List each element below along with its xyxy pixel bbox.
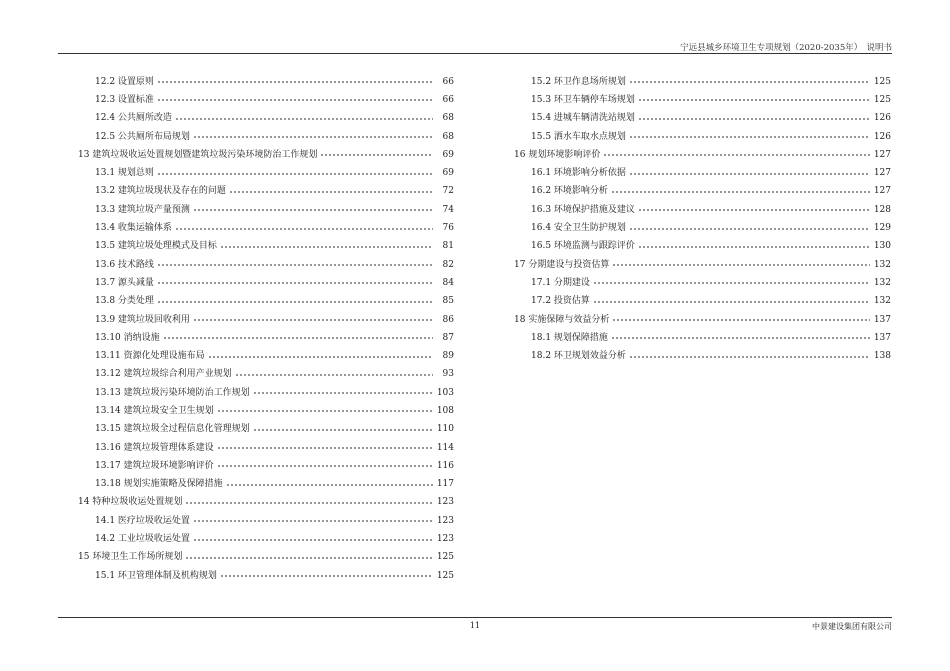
toc-entry[interactable] bbox=[514, 238, 891, 256]
toc-entry-page: 85 bbox=[442, 296, 454, 307]
toc-entry-title: 13 建筑垃圾收运处置规划暨建筑垃圾污染环境防治工作规划 bbox=[78, 149, 318, 160]
toc-entry-title: 15.4 进城车辆清洗站规划 bbox=[531, 113, 635, 124]
toc-leader-dots bbox=[629, 136, 870, 138]
toc-entry[interactable] bbox=[514, 311, 891, 329]
toc-entry-page: 110 bbox=[436, 424, 454, 435]
toc-entry[interactable] bbox=[514, 164, 891, 182]
toc-entry-title: 14.2 工业垃圾收运处置 bbox=[95, 534, 190, 545]
toc-entry-title: 13.9 建筑垃圾回收利用 bbox=[95, 314, 190, 325]
toc-entry[interactable] bbox=[78, 421, 454, 439]
toc-entry-title: 15.5 洒水车取水点规划 bbox=[531, 131, 626, 142]
toc-leader-dots bbox=[157, 99, 433, 101]
toc-leader-dots bbox=[193, 209, 433, 211]
toc-entry[interactable] bbox=[514, 146, 891, 164]
toc-entry-title: 13.1 规划总则 bbox=[95, 168, 154, 179]
toc-entry-title: 14.1 医疗垃圾收运处置 bbox=[95, 515, 190, 526]
toc-leader-dots bbox=[175, 118, 433, 120]
toc-entry-page: 127 bbox=[873, 186, 891, 197]
toc-entry[interactable] bbox=[78, 293, 454, 311]
toc-entry[interactable] bbox=[514, 274, 891, 292]
toc-entry-title: 13.12 建筑垃圾综合利用产业规划 bbox=[95, 369, 232, 380]
toc-entry[interactable] bbox=[514, 347, 891, 365]
toc-entry-page: 126 bbox=[873, 131, 891, 142]
toc-entry-page: 89 bbox=[442, 351, 454, 362]
toc-entry-title: 16.3 环境保护措施及建议 bbox=[531, 204, 635, 215]
toc-entry-title: 13.13 建筑垃圾污染环境防治工作规划 bbox=[95, 387, 250, 398]
toc-entry-title: 17.1 分期建设 bbox=[531, 277, 590, 288]
toc-entry[interactable] bbox=[78, 274, 454, 292]
toc-entry-page: 126 bbox=[873, 113, 891, 124]
toc-entry-page: 68 bbox=[442, 131, 454, 142]
toc-leader-dots bbox=[253, 429, 433, 431]
toc-entry-page: 68 bbox=[442, 113, 454, 124]
toc-leader-dots bbox=[638, 246, 870, 248]
toc-entry[interactable] bbox=[78, 567, 454, 585]
toc-leader-dots bbox=[163, 337, 433, 339]
toc-entry-page: 84 bbox=[442, 277, 454, 288]
toc-entry[interactable] bbox=[514, 110, 891, 128]
toc-entry-title: 13.6 技术路线 bbox=[95, 259, 154, 270]
toc-leader-dots bbox=[208, 356, 433, 358]
toc-entry[interactable] bbox=[514, 329, 891, 347]
toc-entry-title: 16.5 环境监测与跟踪评价 bbox=[531, 241, 635, 252]
toc-leader-dots bbox=[612, 264, 870, 266]
toc-leader-dots bbox=[157, 81, 433, 83]
toc-leader-dots bbox=[220, 575, 433, 577]
toc-entry[interactable] bbox=[78, 311, 454, 329]
toc-leader-dots bbox=[629, 81, 870, 83]
toc-entry-page: 123 bbox=[436, 534, 454, 545]
toc-entry-title: 15.3 环卫车辆停车场规划 bbox=[531, 94, 635, 105]
toc-entry[interactable] bbox=[78, 494, 454, 512]
toc-leader-dots bbox=[185, 557, 433, 559]
toc-entry[interactable] bbox=[514, 183, 891, 201]
document-header-title: 宁远县城乡环境卫生专项规划（2020-2035年） 说明书 bbox=[680, 43, 892, 53]
toc-leader-dots bbox=[611, 337, 870, 339]
toc-entry-page: 117 bbox=[436, 479, 454, 490]
toc-entry-title: 13.8 分类处理 bbox=[95, 296, 154, 307]
toc-entry[interactable] bbox=[78, 183, 454, 201]
toc-leader-dots bbox=[226, 484, 433, 486]
toc-leader-dots bbox=[320, 154, 433, 156]
toc-entry-page: 127 bbox=[873, 168, 891, 179]
toc-entry[interactable] bbox=[78, 439, 454, 457]
toc-entry-page: 129 bbox=[873, 223, 891, 234]
toc-entry-title: 18.1 规划保障措施 bbox=[531, 332, 608, 343]
toc-entry-title: 16 规划环境影响评价 bbox=[514, 149, 601, 160]
toc-entry-page: 128 bbox=[873, 204, 891, 215]
toc-entry[interactable] bbox=[78, 476, 454, 494]
toc-entry[interactable] bbox=[514, 73, 891, 91]
toc-entry-title: 13.3 建筑垃圾产量预测 bbox=[95, 204, 190, 215]
toc-leader-dots bbox=[217, 447, 433, 449]
toc-entry[interactable] bbox=[78, 73, 454, 91]
toc-entry-title: 16.4 安全卫生防护规划 bbox=[531, 223, 626, 234]
toc-entry[interactable] bbox=[78, 366, 454, 384]
toc-entry-page: 123 bbox=[436, 515, 454, 526]
toc-entry-page: 66 bbox=[442, 76, 454, 87]
toc-leader-dots bbox=[229, 191, 433, 193]
toc-entry[interactable] bbox=[514, 128, 891, 146]
toc-entry-page: 74 bbox=[442, 204, 454, 215]
toc-leader-dots bbox=[217, 410, 433, 412]
toc-leader-dots bbox=[629, 228, 870, 230]
toc-entry-title: 13.18 规划实施策略及保障措施 bbox=[95, 479, 223, 490]
toc-entry-page: 87 bbox=[442, 332, 454, 343]
toc-entry-page: 137 bbox=[873, 314, 891, 325]
toc-entry-title: 15 环境卫生工作场所规划 bbox=[78, 552, 183, 563]
toc-entry-page: 116 bbox=[436, 460, 454, 471]
toc-entry[interactable] bbox=[78, 201, 454, 219]
toc-entry[interactable] bbox=[78, 512, 454, 530]
toc-leader-dots bbox=[603, 154, 870, 156]
toc-entry-title: 12.5 公共厕所布局规划 bbox=[95, 131, 190, 142]
toc-leader-dots bbox=[235, 374, 433, 376]
toc-entry-title: 16.1 环境影响分析依据 bbox=[531, 168, 626, 179]
toc-entry-title: 13.2 建筑垃圾现状及存在的问题 bbox=[95, 186, 226, 197]
toc-entry-page: 114 bbox=[436, 442, 454, 453]
toc-entry-page: 72 bbox=[442, 186, 454, 197]
toc-leader-dots bbox=[185, 502, 433, 504]
toc-leader-dots bbox=[638, 118, 870, 120]
toc-entry-title: 17 分期建设与投资估算 bbox=[514, 259, 610, 270]
toc-entry-title: 14 特种垃圾收运处置规划 bbox=[78, 497, 183, 508]
toc-entry-title: 13.11 资源化处理设施布局 bbox=[95, 351, 205, 362]
toc-entry-page: 76 bbox=[442, 223, 454, 234]
toc-entry-title: 12.3 设置标准 bbox=[95, 94, 154, 105]
toc-leader-dots bbox=[175, 228, 433, 230]
toc-leader-dots bbox=[611, 191, 870, 193]
toc-leader-dots bbox=[193, 520, 433, 522]
toc-leader-dots bbox=[253, 392, 433, 394]
toc-entry[interactable] bbox=[78, 164, 454, 182]
toc-entry[interactable] bbox=[514, 91, 891, 109]
toc-entry[interactable] bbox=[78, 146, 454, 164]
toc-entry-page: 103 bbox=[436, 387, 454, 398]
toc-entry-page: 86 bbox=[442, 314, 454, 325]
toc-entry-title: 13.14 建筑垃圾安全卫生规划 bbox=[95, 405, 214, 416]
toc-leader-dots bbox=[157, 173, 433, 175]
toc-leader-dots bbox=[193, 319, 433, 321]
toc-entry-title: 18.2 环卫规划效益分析 bbox=[531, 351, 626, 362]
toc-leader-dots bbox=[629, 356, 870, 358]
toc-entry[interactable] bbox=[78, 110, 454, 128]
toc-entry[interactable] bbox=[514, 201, 891, 219]
header-divider bbox=[58, 53, 892, 54]
toc-entry-title: 13.17 建筑垃圾环境影响评价 bbox=[95, 460, 214, 471]
toc-entry-page: 66 bbox=[442, 94, 454, 105]
toc-leader-dots bbox=[193, 136, 433, 138]
toc-entry-page: 125 bbox=[436, 570, 454, 581]
toc-leader-dots bbox=[220, 246, 433, 248]
toc-entry-title: 13.7 源头减量 bbox=[95, 277, 154, 288]
toc-entry[interactable] bbox=[78, 530, 454, 548]
toc-leader-dots bbox=[593, 301, 870, 303]
toc-entry-title: 13.5 建筑垃圾处理模式及目标 bbox=[95, 241, 217, 252]
toc-entry-page: 125 bbox=[873, 76, 891, 87]
toc-leader-dots bbox=[157, 301, 433, 303]
toc-entry[interactable] bbox=[78, 219, 454, 237]
toc-entry-page: 132 bbox=[873, 296, 891, 307]
toc-entry[interactable] bbox=[78, 91, 454, 109]
toc-entry-title: 12.2 设置原则 bbox=[95, 76, 154, 87]
toc-entry-title: 13.16 建筑垃圾管理体系建设 bbox=[95, 442, 214, 453]
toc-entry[interactable] bbox=[78, 329, 454, 347]
toc-entry-page: 127 bbox=[873, 149, 891, 160]
toc-entry-title: 13.15 建筑垃圾全过程信息化管理规划 bbox=[95, 424, 250, 435]
toc-entry-page: 123 bbox=[436, 497, 454, 508]
toc-entry-title: 13.4 收集运输体系 bbox=[95, 223, 172, 234]
toc-entry-page: 69 bbox=[442, 149, 454, 160]
page-number: 11 bbox=[469, 621, 481, 630]
toc-entry[interactable] bbox=[78, 402, 454, 420]
toc-entry-title: 17.2 投资估算 bbox=[531, 296, 590, 307]
toc-entry-page: 82 bbox=[442, 259, 454, 270]
toc-entry[interactable] bbox=[514, 256, 891, 274]
toc-entry-page: 93 bbox=[442, 369, 454, 380]
toc-entry-title: 18 实施保障与效益分析 bbox=[514, 314, 610, 325]
toc-entry[interactable] bbox=[78, 384, 454, 402]
toc-leader-dots bbox=[157, 282, 433, 284]
toc-entry-title: 15.2 环卫作息场所规划 bbox=[531, 76, 626, 87]
toc-entry[interactable] bbox=[78, 238, 454, 256]
toc-leader-dots bbox=[629, 173, 870, 175]
toc-leader-dots bbox=[612, 319, 870, 321]
toc-leader-dots bbox=[193, 539, 433, 541]
toc-leader-dots bbox=[638, 99, 870, 101]
footer-divider bbox=[58, 617, 892, 618]
toc-entry-page: 125 bbox=[873, 94, 891, 105]
toc-entry-title: 13.10 消纳设施 bbox=[95, 332, 160, 343]
toc-entry[interactable] bbox=[78, 128, 454, 146]
toc-entry[interactable] bbox=[78, 256, 454, 274]
toc-entry-page: 69 bbox=[442, 168, 454, 179]
toc-entry[interactable] bbox=[78, 549, 454, 567]
toc-entry-title: 12.4 公共厕所改造 bbox=[95, 113, 172, 124]
toc-entry[interactable] bbox=[514, 219, 891, 237]
toc-column-right bbox=[514, 73, 891, 366]
toc-entry[interactable] bbox=[78, 347, 454, 365]
toc-entry-page: 125 bbox=[436, 552, 454, 563]
footer-company-name: 中景建设集团有限公司 bbox=[812, 622, 892, 631]
toc-entry-page: 138 bbox=[873, 351, 891, 362]
toc-entry-page: 130 bbox=[873, 241, 891, 252]
toc-entry-title: 15.1 环卫管理体制及机构规划 bbox=[95, 570, 217, 581]
toc-leader-dots bbox=[157, 264, 433, 266]
toc-leader-dots bbox=[593, 282, 870, 284]
toc-leader-dots bbox=[217, 465, 433, 467]
toc-entry-page: 137 bbox=[873, 332, 891, 343]
toc-column-left bbox=[78, 73, 454, 585]
toc-entry[interactable] bbox=[514, 293, 891, 311]
toc-entry-page: 81 bbox=[442, 241, 454, 252]
toc-entry-title: 16.2 环境影响分析 bbox=[531, 186, 608, 197]
toc-entry-page: 132 bbox=[873, 259, 891, 270]
toc-leader-dots bbox=[638, 209, 870, 211]
toc-entry-page: 132 bbox=[873, 277, 891, 288]
toc-entry[interactable] bbox=[78, 457, 454, 475]
toc-entry-page: 108 bbox=[436, 405, 454, 416]
